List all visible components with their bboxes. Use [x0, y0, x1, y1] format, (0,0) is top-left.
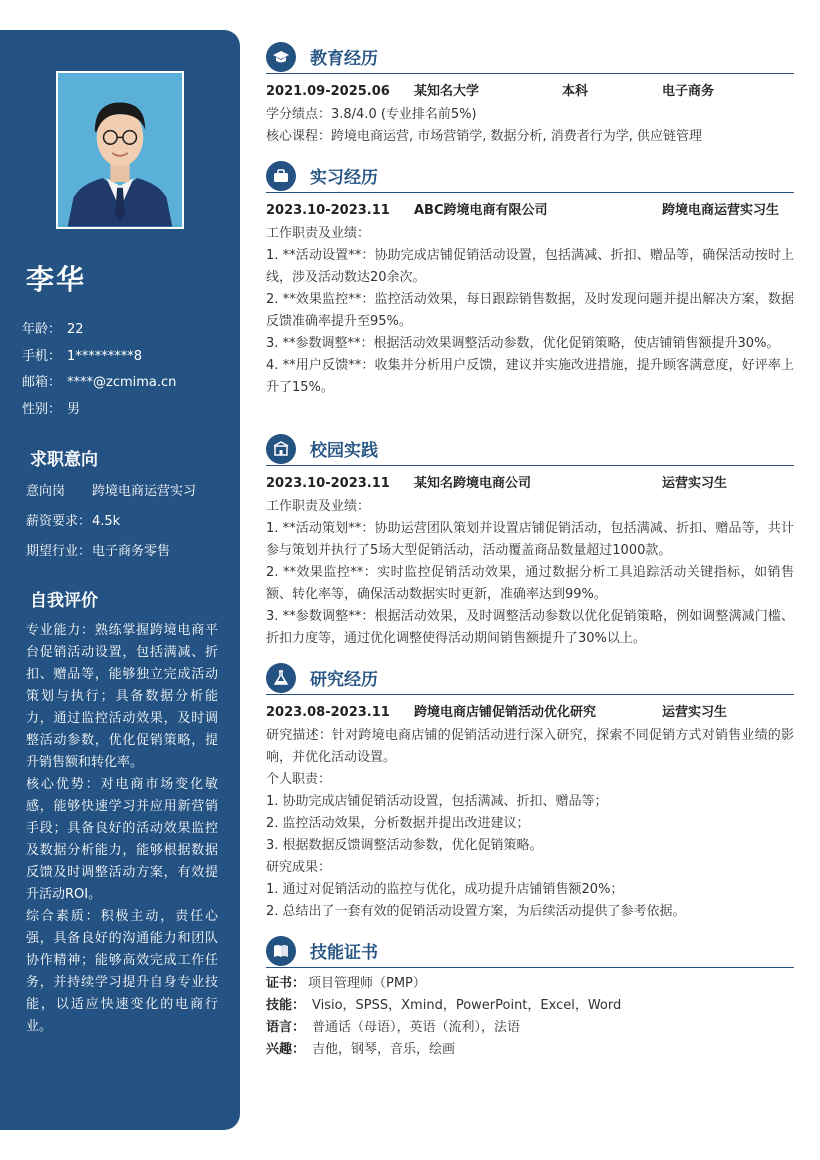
- info-value: ****@zcmima.cn: [67, 375, 177, 390]
- section-header: [266, 434, 794, 466]
- campus-line: 3. **参数调整**：根据活动效果，及时调整活动参数以优化促销策略，例如调整满减门槛、折扣力度等，通过优化调整使得活动期间销售额提升了30%以上。: [266, 609, 794, 646]
- skill-row-certificate: [266, 973, 794, 995]
- research-line: 研究描述：针对跨境电商店铺的促销活动进行深入研究，探索不同促销方式对销售业绩的影响，并优化活动设置。: [266, 728, 794, 765]
- skill-value: 项目管理师（PMP）: [308, 976, 426, 991]
- education-line: 核心课程：跨境电商运营, 市场营销学, 数据分析, 消费者行为学, 供应链管理: [266, 129, 703, 144]
- skill-label: 证书：: [266, 976, 306, 991]
- campus-line: 2. **效果监控**：实时监控促销活动效果，通过数据分析工具追踪活动关键指标，如销售额、转化率等，确保活动数据实时更新，准确率达到99%。: [266, 565, 794, 602]
- campus-entry-header: [266, 474, 794, 494]
- self-eval-paragraph: 核心优势：对电商市场变化敏感，能够快速学习并应用新营销手段；具备良好的活动效果监控及数据分析能力，能够根据数据反馈及时调整活动方案，有效提升活动ROI。: [26, 777, 218, 902]
- research-entry-header: [266, 703, 794, 723]
- skill-label: 技能：: [266, 998, 306, 1013]
- intent-row-position: [26, 482, 231, 512]
- research-line: 2. 总结出了一套有效的促销活动设置方案，为后续活动提供了参考依据。: [266, 904, 686, 919]
- skill-row-interests: [266, 1039, 794, 1061]
- campus-line: 1. **活动策划**：协助运营团队策划并设置店铺促销活动，包括满减、折扣、赠品等，共计参与策划并执行了5场大型促销活动，活动覆盖商品数量超过1000款。: [266, 521, 794, 558]
- self-eval-paragraph: 专业能力：熟练掌握跨境电商平台促销活动设置，包括满减、折扣、赠品等，能够独立完成活动策划与执行；具备数据分析能力，通过监控活动效果，及时调整活动参数，优化促销策略，提升销售额和转化率。: [26, 623, 218, 770]
- skill-label: 语言：: [266, 1020, 306, 1035]
- research-line: 个人职责：: [266, 772, 332, 787]
- skill-value: 普通话（母语），英语（流利），法语: [312, 1020, 521, 1035]
- info-value: 1*********8: [67, 348, 143, 364]
- internship-period: 2023.10-2023.11: [266, 203, 390, 218]
- research-role: 运营实习生: [662, 705, 728, 720]
- internship-company: ABC跨境电商有限公司: [414, 203, 548, 218]
- internship-line: 3. **参数调整**：根据活动效果调整活动参数，优化促销策略，使店铺销售额提升30%。: [266, 336, 780, 351]
- education-line: 学分绩点：3.8/4.0 (专业排名前5%): [266, 107, 477, 122]
- info-row-email: [22, 373, 232, 400]
- intent-label: 意向岗: [26, 484, 66, 499]
- section-research: [266, 663, 794, 923]
- section-header: [266, 663, 794, 695]
- info-value: 22: [67, 322, 84, 337]
- intent-row-industry: [26, 542, 231, 572]
- info-label: 性别：: [22, 401, 62, 417]
- portrait-image: [58, 73, 182, 227]
- self-eval-heading: 自我评价: [30, 591, 98, 611]
- section-header: [266, 42, 794, 74]
- job-intent: [26, 482, 231, 572]
- education-entry-header: [266, 82, 794, 102]
- info-row-gender: [22, 400, 232, 427]
- info-value: 男: [67, 401, 81, 417]
- research-period: 2023.08-2023.11: [266, 705, 390, 720]
- section-internship: [266, 161, 794, 399]
- info-row-phone: [22, 347, 232, 374]
- section-education: [266, 42, 794, 148]
- research-project: 跨境电商店铺促销活动优化研究: [414, 705, 597, 720]
- research-line: 3. 根据数据反馈调整活动参数，优化促销策略。: [266, 838, 543, 853]
- profile-photo: [56, 71, 184, 229]
- intent-value: 4.5k: [92, 514, 121, 529]
- internship-details: [266, 223, 794, 399]
- skill-row-language: [266, 1017, 794, 1039]
- education-school: 某知名大学: [414, 84, 480, 99]
- briefcase-icon: [266, 161, 296, 191]
- skill-label: 兴趣：: [266, 1042, 306, 1057]
- campus-company: 某知名跨境电商公司: [414, 476, 532, 491]
- info-label: 年龄：: [22, 322, 62, 337]
- section-header: [266, 936, 794, 968]
- self-eval-paragraph: 综合素质：积极主动，责任心强，具备良好的沟通能力和团队协作精神；能够高效完成工作任务，并持续学习提升自身专业技能，以适应快速变化的电商行业。: [26, 909, 218, 1034]
- info-label: 手机：: [22, 348, 62, 364]
- info-row-age: [22, 320, 232, 347]
- section-skills: [266, 936, 794, 1061]
- education-major: 电子商务: [662, 84, 715, 99]
- internship-line: 2. **效果监控**：监控活动效果，每日跟踪销售数据，及时发现问题并提出解决方案，数据反馈准确率提升至95%。: [266, 292, 794, 329]
- intent-row-salary: [26, 512, 231, 542]
- education-details: [266, 104, 794, 148]
- section-title: 研究经历: [310, 670, 378, 690]
- campus-line: 工作职责及业绩：: [266, 499, 371, 514]
- skill-value: 吉他，钢琴，音乐，绘画: [312, 1042, 456, 1057]
- section-title: 技能证书: [310, 943, 378, 963]
- personal-info: [22, 320, 232, 426]
- intent-label: 期望行业：: [26, 544, 92, 559]
- campus-details: [266, 496, 794, 650]
- graduation-cap-icon: [266, 42, 296, 72]
- internship-entry-header: [266, 201, 794, 221]
- internship-line: 工作职责及业绩：: [266, 226, 371, 241]
- education-period: 2021.09-2025.06: [266, 84, 390, 99]
- candidate-name: 李华: [26, 263, 87, 296]
- section-title: 教育经历: [310, 49, 378, 69]
- skills-list: [266, 973, 794, 1061]
- internship-role: 跨境电商运营实习生: [662, 203, 780, 218]
- flask-icon: [266, 663, 296, 693]
- self-evaluation: [26, 620, 218, 1038]
- research-line: 研究成果：: [266, 860, 332, 875]
- campus-role: 运营实习生: [662, 476, 728, 491]
- section-header: [266, 161, 794, 193]
- section-campus: [266, 434, 794, 650]
- book-icon: [266, 936, 296, 966]
- research-line: 1. 协助完成店铺促销活动设置，包括满减、折扣、赠品等；: [266, 794, 608, 809]
- skill-value: Visio，SPSS，Xmind，PowerPoint，Excel，Word: [312, 998, 622, 1013]
- info-label: 邮箱：: [22, 375, 62, 390]
- internship-line: 4. **用户反馈**：收集并分析用户反馈，建议并实施改进措施，提升顾客满意度，好评率上升了15%。: [266, 358, 794, 395]
- research-line: 1. 通过对促销活动的监控与优化，成功提升店铺销售额20%；: [266, 882, 624, 897]
- skill-row-skills: [266, 995, 794, 1017]
- intent-value: 电子商务零售: [92, 544, 171, 559]
- campus-period: 2023.10-2023.11: [266, 476, 390, 491]
- internship-line: 1. **活动设置**：协助完成店铺促销活动设置，包括满减、折扣、赠品等，确保活动按时上线，涉及活动数达20余次。: [266, 248, 794, 285]
- section-title: 校园实践: [310, 441, 378, 461]
- education-degree: 本科: [562, 84, 589, 99]
- intent-heading: 求职意向: [30, 450, 98, 470]
- intent-label: 薪资要求：: [26, 514, 92, 529]
- sidebar: [0, 30, 240, 1130]
- research-details: [266, 725, 794, 923]
- research-line: 2. 监控活动效果，分析数据并提出改进建议；: [266, 816, 530, 831]
- section-title: 实习经历: [310, 168, 378, 188]
- intent-value: 跨境电商运营实习: [92, 484, 197, 499]
- building-icon: [266, 434, 296, 464]
